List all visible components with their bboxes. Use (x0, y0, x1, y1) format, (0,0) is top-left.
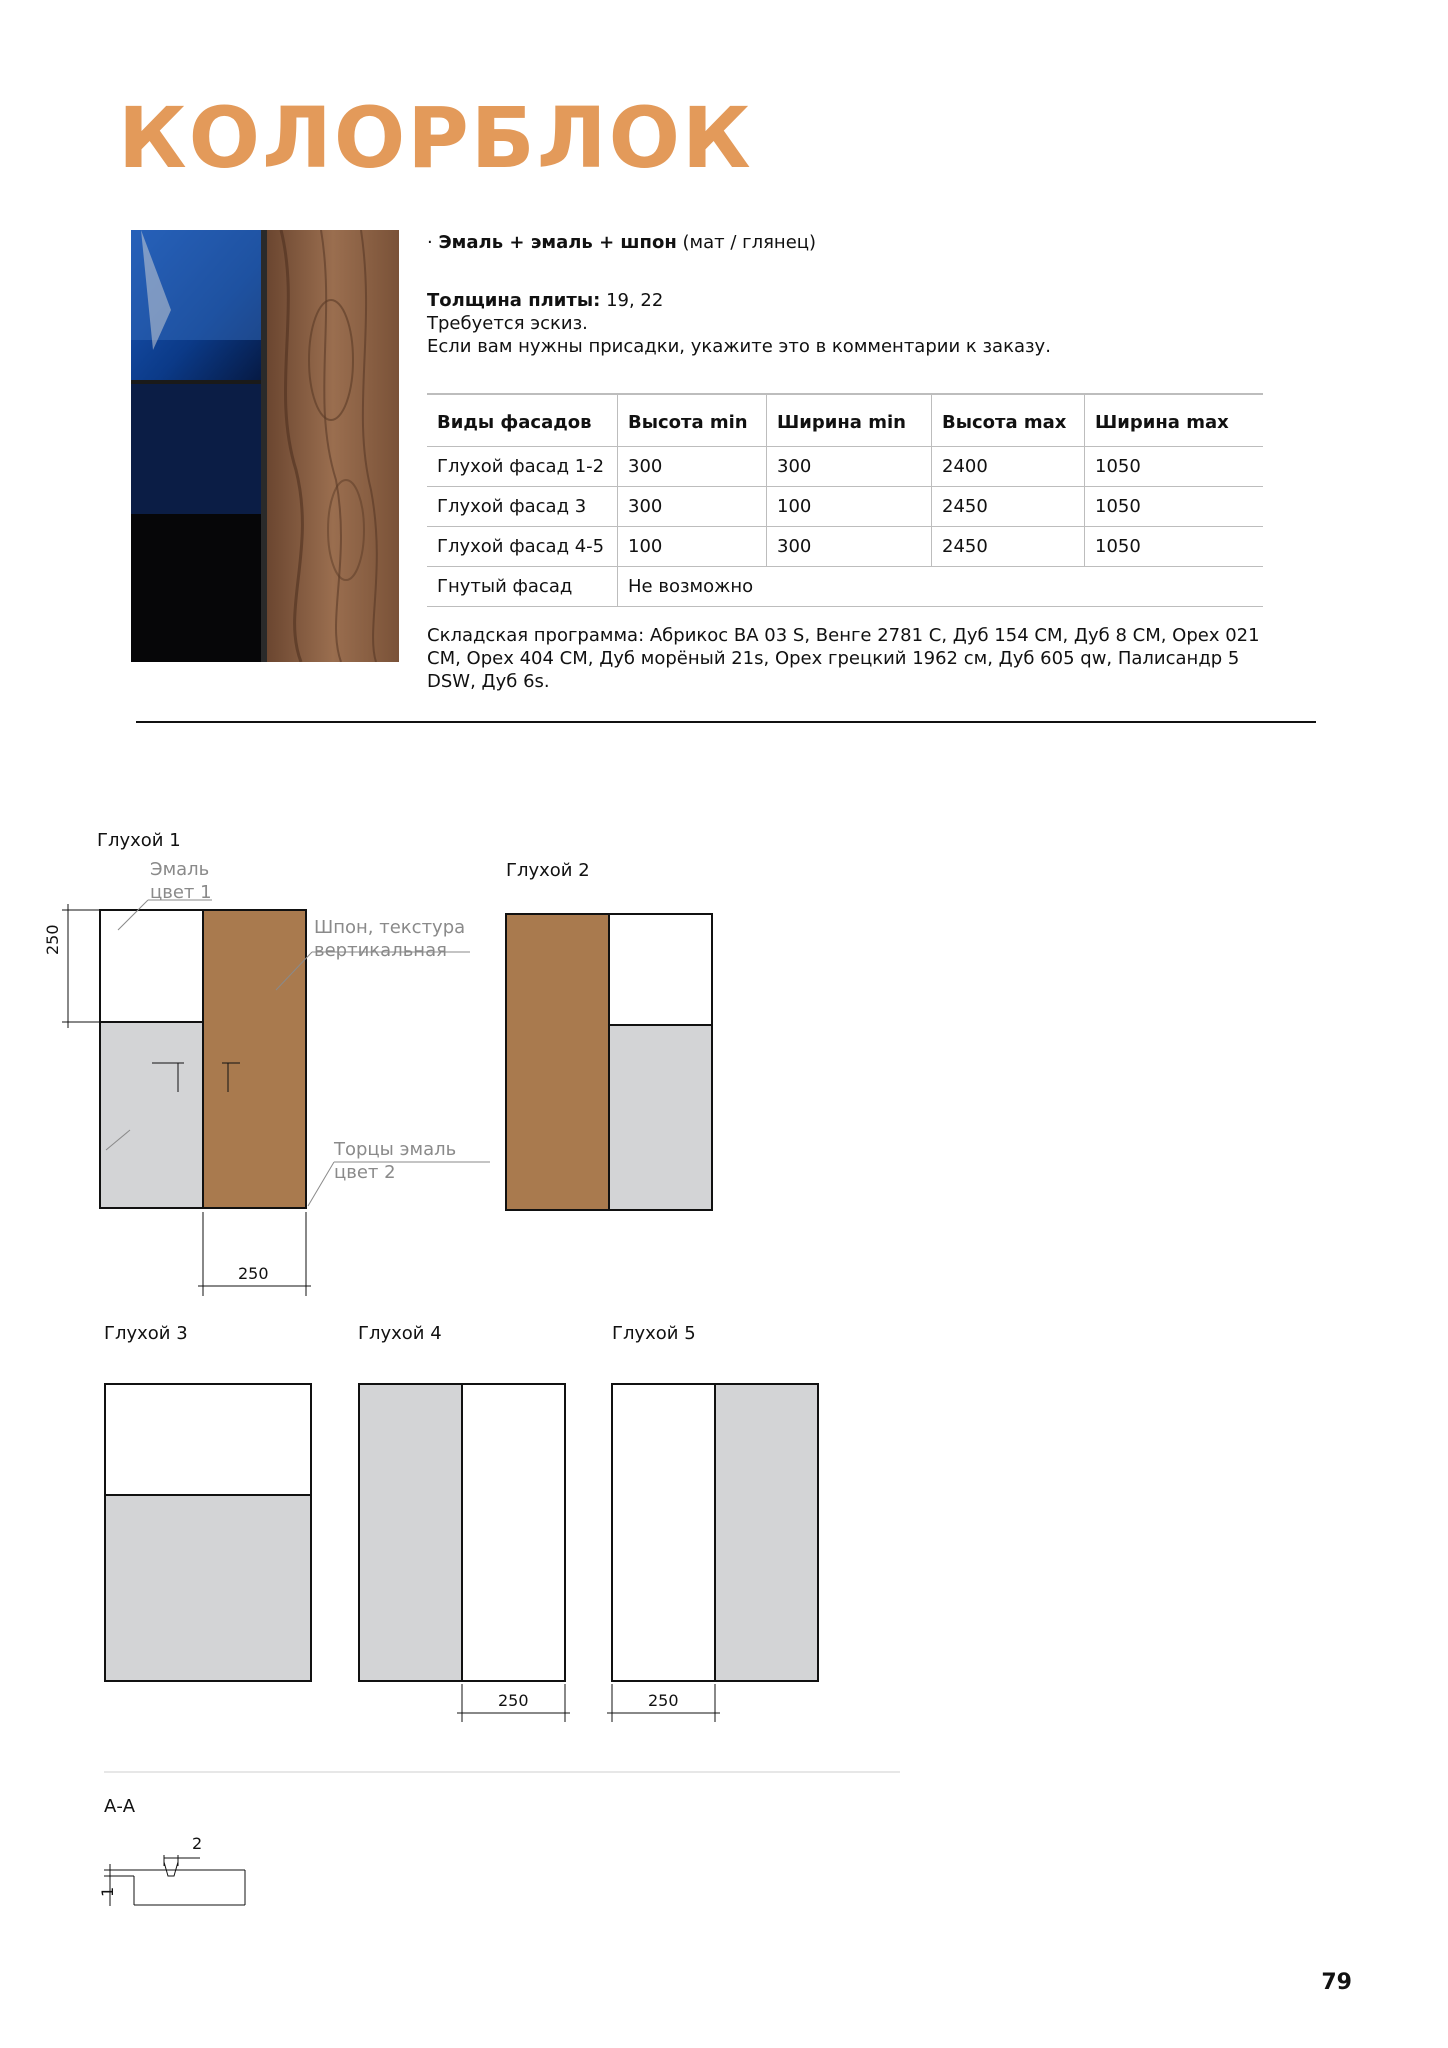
bullet: · (427, 232, 433, 253)
g3-label: Глухой 3 (104, 1323, 188, 1344)
table-header: Высота max (932, 394, 1085, 447)
table-cell: 2450 (932, 527, 1085, 567)
table-cell: Гнутый фасад (427, 567, 618, 607)
table-cell: Глухой фасад 3 (427, 487, 618, 527)
drilling-note: Если вам нужны присадки, укажите это в комментарии к заказу. (427, 336, 1051, 357)
note-line: вертикальная (314, 940, 447, 961)
table-header: Высота min (618, 394, 767, 447)
table-cell: 100 (767, 487, 932, 527)
facade-g1 (62, 900, 490, 1296)
thickness-value: 19, 22 (600, 290, 664, 311)
note-line: Торцы эмаль (334, 1139, 457, 1160)
g5-dim: 250 (648, 1691, 679, 1710)
note-line: цвет 1 (150, 882, 212, 903)
facade-g5 (607, 1384, 818, 1722)
material-name: Эмаль + эмаль + шпон (438, 232, 677, 253)
table-cell: 300 (618, 447, 767, 487)
table-cell: 2450 (932, 487, 1085, 527)
table-cell: 1050 (1085, 527, 1264, 567)
note-line: Эмаль (150, 859, 210, 880)
g4-label: Глухой 4 (358, 1323, 442, 1344)
section-aa-label: А-А (104, 1796, 136, 1817)
table-header: Ширина max (1085, 394, 1264, 447)
page-title: КОЛОРБЛОК (118, 89, 753, 187)
note-line: цвет 2 (334, 1162, 396, 1183)
table-cell: 100 (618, 527, 767, 567)
stock-program: Складская программа: Абрикос ВА 03 S, Венге 2781 C, Дуб 154 CM, Дуб 8 CM, Орех 021 CM, Орех 404 CM, Дуб морёный 21s, Орех грецкий 1962 см, Дуб 605 qw, Палисандр 5 DSW, Дуб 6s. (427, 625, 1260, 692)
table-cell: Не возможно (618, 567, 1264, 607)
table-header: Ширина min (767, 394, 932, 447)
table-cell: 2400 (932, 447, 1085, 487)
thickness-label: Толщина плиты: (427, 290, 601, 311)
g1-dim-height: 250 (43, 924, 62, 955)
facade-g2 (506, 914, 712, 1210)
section-aa-drawing (104, 1855, 245, 1906)
g4-dim: 250 (498, 1691, 529, 1710)
table-cell: 1050 (1085, 487, 1264, 527)
g5-label: Глухой 5 (612, 1323, 696, 1344)
section-dim-top: 2 (192, 1834, 203, 1853)
g1-dim-width: 250 (238, 1264, 269, 1283)
facade-g3 (105, 1384, 311, 1681)
table-cell: 300 (767, 447, 932, 487)
g1-label: Глухой 1 (97, 830, 181, 851)
note-line: Шпон, текстура (314, 917, 466, 938)
section-dim-left: 1 (98, 1886, 117, 1897)
page-number: 79 (1321, 1970, 1352, 1995)
sketch-required: Требуется эскиз. (427, 313, 588, 334)
table-cell: 300 (767, 527, 932, 567)
table-cell: 300 (618, 487, 767, 527)
table-cell: Глухой фасад 1-2 (427, 447, 618, 487)
material-finish: (мат / глянец) (676, 232, 817, 253)
table-cell: 1050 (1085, 447, 1264, 487)
facade-g4 (359, 1384, 570, 1722)
g2-label: Глухой 2 (506, 860, 590, 881)
table-header: Виды фасадов (427, 394, 618, 447)
table-cell: Глухой фасад 4-5 (427, 527, 618, 567)
